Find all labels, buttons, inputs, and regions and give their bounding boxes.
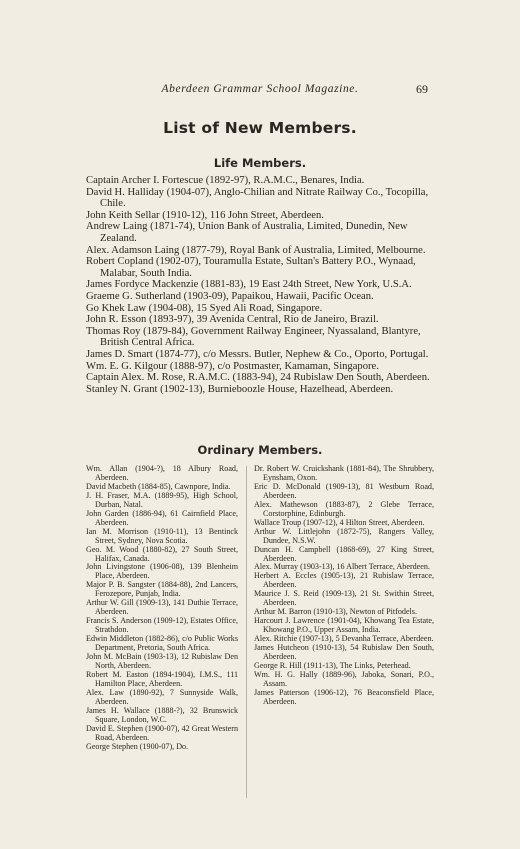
ordinary-member-entry: Robert M. Easton (1894-1904), I.M.S., 111 Hamilton Place, Aberdeen. [86,669,238,688]
life-member-entry: Graeme G. Sutherland (1903-09), Papaikou, Hawaii, Pacific Ocean. [86,290,374,302]
ordinary-member-entry: Edwin Middleton (1882-86), c/o Public Works Department, Pretoria, South Africa. [86,634,238,653]
life-member-entry: Alex. Adamson Laing (1877-79), Royal Bank of Australia, Limited, Melbourne. [86,244,426,256]
ordinary-member-entry: Arthur W. Gill (1909-13), 141 Duthie Terrace, Aberdeen. [86,598,238,617]
ordinary-members-left-column [86,465,238,752]
ordinary-member-entry: J. H. Fraser, M.A. (1889-95), High School, Durban, Natal. [86,490,238,509]
ordinary-members-right-column [254,465,434,707]
ordinary-member-entry: James Patterson (1906-12), 76 Beaconsfield Place, Aberdeen. [254,687,434,706]
ordinary-member-entry: George R. Hill (1911-13), The Links, Peterhead. [254,660,411,670]
life-member-entry: Robert Copland (1902-07), Touramulla Estate, Sultan's Battery P.O., Wynaad, Malabar, South India. [86,256,416,279]
ordinary-member-entry: Herbert A. Eccles (1905-13), 21 Rubislaw Terrace, Aberdeen. [254,571,434,590]
life-member-entry: James Fordyce Mackenzie (1881-83), 19 East 24th Street, New York, U.S.A. [86,279,412,291]
ordinary-member-entry: David Macbeth (1884-85), Cawnpore, India. [86,481,231,491]
life-member-entry: Captain Alex. M. Rose, R.A.M.C. (1883-94), 24 Rubislaw Den South, Aberdeen. [86,372,430,384]
life-member-entry: Captain Archer I. Fortescue (1892-97), R.A.M.C., Benares, India. [86,175,365,186]
life-member-entry: Wm. E. G. Kilgour (1888-97), c/o Postmaster, Kamaman, Singapore. [86,360,379,372]
ordinary-member-entry: Francis S. Anderson (1909-12), Estates Office, Strathdon. [86,616,238,635]
ordinary-member-entry: Arthur W. Littlejohn (1872-75), Rangers Valley, Dundee, N.S.W. [254,526,434,545]
ordinary-member-entry: Wallace Troup (1907-12), 4 Hilton Street, Aberdeen. [254,517,425,527]
ordinary-member-entry: Alex. Murray (1903-13), 16 Albert Terrace, Aberdeen. [254,562,430,572]
ordinary-member-entry: Wm. Allan (1904-?), 18 Albury Road, Aberdeen. [86,464,238,482]
ordinary-member-entry: James H. Wallace (1888-?), 32 Brunswick Square, London, W.C. [86,705,238,724]
life-member-entry: John R. Esson (1893-97), 39 Avenida Central, Rio de Janeiro, Brazil. [86,314,379,326]
life-member-entry: Go Khek Law (1904-08), 15 Syed Ali Road, Singapore. [86,302,323,314]
ordinary-member-entry: Duncan H. Campbell (1868-69), 27 King Street, Aberdeen. [254,544,434,563]
life-member-entry: Thomas Roy (1879-84), Government Railway Engineer, Nyassaland, Blantyre, British Central Africa. [86,325,421,349]
life-members-list [86,175,436,395]
ordinary-member-entry: Alex. Ritchie (1907-13), 5 Devanha Terrace, Aberdeen. [254,634,434,644]
ordinary-member-entry: John M. McBain (1903-13), 12 Rubislaw Den North, Aberdeen. [86,652,238,670]
life-member-entry: James D. Smart (1874-77), c/o Messrs. Butler, Nephew & Co., Oporto, Portugal. [86,348,429,360]
life-member-entry: Stanley N. Grant (1902-13), Burnieboozle House, Hazelhead, Aberdeen. [86,383,394,395]
ordinary-member-entry: Eric D. McDonald (1909-13), 81 Westburn Road, Aberdeen. [254,481,434,500]
page-title: List of New Members. [163,119,357,137]
life-member-entry: Andrew Laing (1871-74), Union Bank of Australia, Limited, Dunedin, New Zealand. [86,221,408,244]
ordinary-member-entry: Arthur M. Barron (1910-13), Newton of Pitfodels. [254,607,417,617]
ordinary-member-entry: David E. Stephen (1900-07), 42 Great Western Road, Aberdeen. [86,723,238,742]
ordinary-members-heading: Ordinary Members. [197,443,323,457]
ordinary-member-entry: Alex. Law (1890-92), 7 Sunnyside Walk, Aberdeen. [86,687,238,706]
ordinary-member-entry: Ian M. Morrison (1910-11), 13 Bentinck Street, Sydney, Nova Scotia. [86,526,238,545]
running-title: Aberdeen Grammar School Magazine. [161,83,359,95]
ordinary-member-entry: Dr. Robert W. Cruickshank (1881-84), The Shrubbery, Eynsham, Oxon. [254,464,434,482]
page-number: 69 [416,82,428,96]
life-member-entry: David H. Halliday (1904-07), Anglo-Chilian and Nitrate Railway Co., Tocopilla, Chile. [86,186,429,210]
ordinary-member-entry: Harcourt J. Lawrence (1901-04), Khowang Tea Estate, Khowang P.O., Upper Assam, India. [254,616,434,635]
ordinary-member-entry: Major P. B. Sangster (1884-88), 2nd Lancers, Ferozepore, Punjab, India. [86,580,238,599]
ordinary-member-entry: Wm. H. G. Hally (1889-96), Jaboka, Sonari, P.O., Assam. [254,669,434,688]
ordinary-member-entry: Maurice J. S. Reid (1909-13), 21 St. Swithin Street, Aberdeen. [254,589,434,608]
column-divider [246,466,247,798]
life-member-entry: John Keith Sellar (1910-12), 116 John Street, Aberdeen. [86,209,324,221]
life-members-heading: Life Members. [213,156,307,170]
ordinary-member-entry: John Livingstone (1906-08), 139 Blenheim Place, Aberdeen. [86,562,238,581]
ordinary-member-entry: Geo. M. Wood (1880-82), 27 South Street, Halifax, Canada. [86,544,238,563]
ordinary-member-entry: Alex. Mathewson (1883-87), 2 Glebe Terrace, Corstorphine, Edinburgh. [254,499,434,518]
ordinary-member-entry: John Garden (1886-94), 61 Cairnfield Place, Aberdeen. [86,508,238,527]
ordinary-member-entry: George Stephen (1900-07), Do. [86,741,189,751]
ordinary-member-entry: James Hutcheon (1910-13), 54 Rubislaw Den South, Aberdeen. [254,643,434,662]
